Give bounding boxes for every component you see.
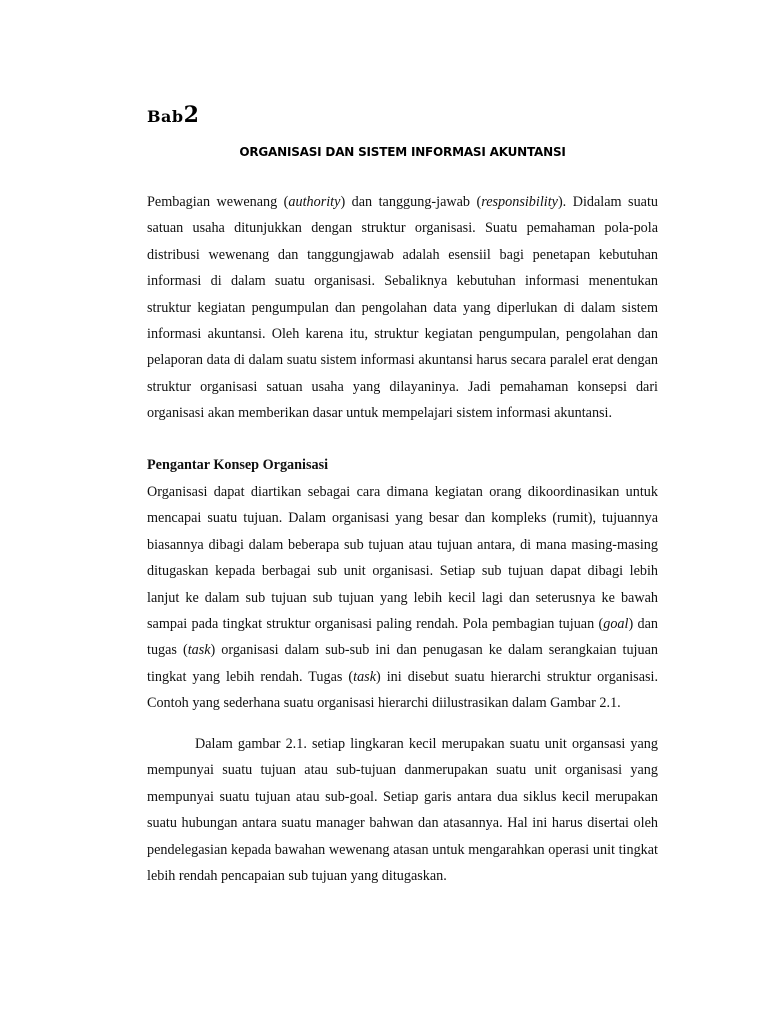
italic-term: task xyxy=(353,668,376,685)
text-run: ) dan tanggung-jawab ( xyxy=(340,194,482,210)
text-run: Organisasi dapat diartikan sebagai cara dimana kegiatan orang dikoordinasikan untuk mencapai suatu tujuan. Dalam organisasi yang besar dan kompleks (rumit), tujuannya biasannya dibagi dalam beberapa sub tujuan atau tujuan antara, di mana masing-masing ditugaskan kepada berbagai sub unit organisasi. Setiap sub tujuan dapat dibagi lebih lanjut ke dalam sub tujuan sub tujuan yang lebih kecil lagi dan seterusnya ke bawah sampai pada tingkat struktur organisasi paling rendah. Pola pembagian tujuan ( xyxy=(147,484,658,633)
chapter-word: Bab xyxy=(147,107,184,126)
section-heading: Pengantar Konsep Organisasi xyxy=(147,457,329,473)
paragraph-figure-explanation: Dalam gambar 2.1. setiap lingkaran kecil merupakan suatu unit organsasi yang mempunyai suatu tujuan atau sub-tujuan danmerupakan suatu unit organisasi yang mempunyai suatu tujuan atau sub-goal. Setiap garis antara dua siklus kecil merupakan suatu hubungan antara suatu manager bahwan dan atasannya. Hal ini harus disertai oleh pendelegasian kepada bawahan wewenang atasan untuk mengarahkan operasi unit tingkat lebih rendah pencapaian sub tujuan yang ditugaskan. xyxy=(147,736,658,885)
paragraph-organization-concept xyxy=(147,479,658,717)
italic-term: goal xyxy=(603,616,629,633)
text-run: Pembagian wewenang ( xyxy=(147,194,289,210)
text-run: ) dan tugas ( xyxy=(147,616,658,659)
text-run: ). Didalam suatu satuan usaha ditunjukkan dengan struktur organisasi. Suatu pemahaman pola-pola distribusi wewenang dan tanggungjawab adalah esensiil bagi penetapan kebutuhan informasi di dalam suatu organisasi. Sebaliknya kebutuhan informasi menentukan struktur kegiatan pengumpulan dan pengolahan data yang diperlukan di dalam sistem informasi akuntansi. Oleh karena itu, struktur kegiatan pengumpulan, pengolahan dan pelaporan data di dalam suatu sistem informasi akuntansi harus secara paralel erat dengan struktur organisasi satuan usaha yang dilayaninya. Jadi pemahaman konsepsi dari organisasi akan memberikan dasar untuk mempelajari sistem informasi akuntansi. xyxy=(147,194,658,422)
paragraph-introduction xyxy=(147,189,658,427)
italic-term: task xyxy=(187,642,211,659)
text-run: ) organisasi dalam sub-sub ini dan penugasan ke dalam serangkaian tujuan tingkat yang lebih rendah. Tugas ( xyxy=(147,642,658,685)
text-run: ) ini disebut suatu hierarchi struktur organisasi. Contoh yang sederhana suatu organisasi hierarchi diilustrasikan dalam Gambar 2.1. xyxy=(147,668,658,712)
chapter-label xyxy=(147,104,199,126)
italic-term: authority xyxy=(288,194,341,210)
italic-term: responsibility xyxy=(481,194,558,210)
chapter-number: 2 xyxy=(183,102,199,128)
chapter-title: ORGANISASI DAN SISTEM INFORMASI AKUNTANSI xyxy=(239,145,566,159)
